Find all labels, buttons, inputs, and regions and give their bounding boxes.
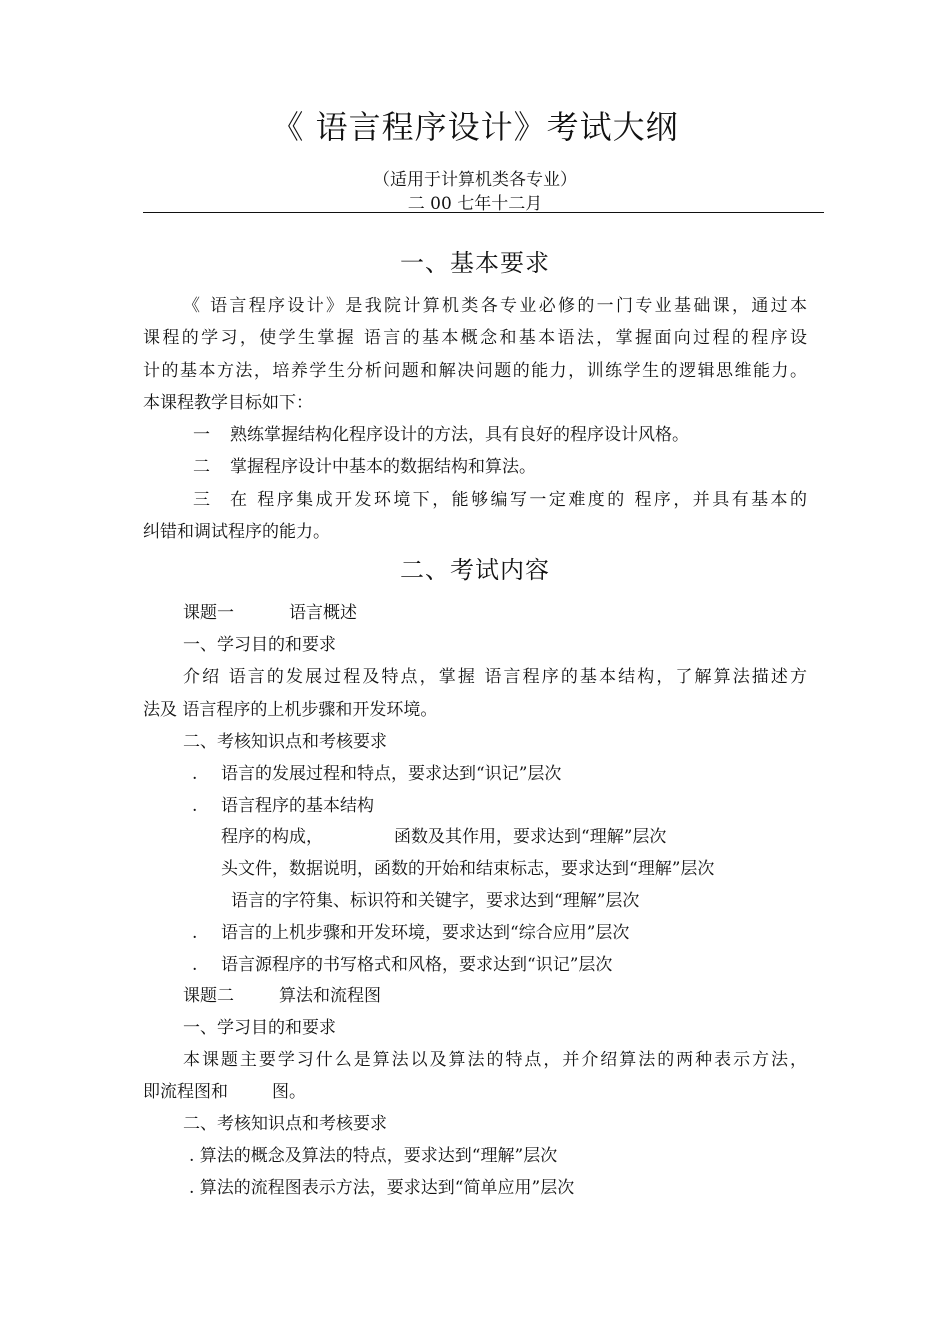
goal-text: 在 程序集成开发环境下，能够编写一定难度的 程序，并具有基本的 — [230, 490, 807, 510]
section-heading-exam-content: 二、考试内容 — [400, 556, 550, 584]
list-item: 语言的上机步骤和开发环境，要求达到“综合应用”层次 — [221, 923, 630, 943]
goal-text: 掌握程序设计中基本的数据结构和算法。 — [230, 457, 536, 477]
section-heading-basic-requirements: 一、基本要求 — [400, 249, 550, 277]
goal-number: 三 — [193, 490, 210, 510]
sub-item: 语言的字符集、标识符和关键字，要求达到“理解”层次 — [231, 891, 640, 911]
goal-text-continued: 纠错和调试程序的能力。 — [143, 522, 330, 542]
header-rule — [143, 212, 824, 213]
topic-name: 语言概述 — [289, 603, 357, 623]
goal-text: 熟练掌握结构化程序设计的方法，具有良好的程序设计风格。 — [230, 425, 689, 445]
document-subtitle: （适用于计算机类各专业） — [373, 170, 577, 190]
intro-line: 法及 语言程序的上机步骤和开发环境。 — [143, 700, 438, 720]
sub-item: 程序的构成， — [221, 827, 323, 847]
goal-number: 二 — [193, 457, 210, 477]
list-item: . 算法的流程图表示方法，要求达到“简单应用”层次 — [189, 1178, 575, 1198]
subheading-assessment: 二、考核知识点和考核要求 — [183, 732, 387, 752]
document-date: 二 00 七年十二月 — [407, 194, 543, 214]
topic-label: 课题二 — [183, 986, 234, 1006]
para-line: 本课程教学目标如下： — [143, 393, 313, 413]
list-bullet: . — [192, 764, 198, 784]
subheading-objectives: 一、学习目的和要求 — [183, 635, 336, 655]
intro-line: 图。 — [272, 1082, 306, 1102]
sub-item: 头文件，数据说明，函数的开始和结束标志，要求达到“理解”层次 — [221, 859, 715, 879]
para-line: 计的基本方法，培养学生分析问题和解决问题的能力，训练学生的逻辑思维能力。 — [143, 361, 807, 381]
list-bullet: . — [192, 796, 198, 816]
list-bullet: . — [192, 923, 198, 943]
intro-line: 即流程图和 — [143, 1082, 228, 1102]
para-line: 《 语言程序设计》是我院计算机类各专业必修的一门专业基础课，通过本 — [183, 296, 807, 316]
list-bullet: . — [192, 955, 198, 975]
para-line: 课程的学习，使学生掌握 语言的基本概念和基本语法，掌握面向过程的程序设 — [143, 328, 807, 348]
list-item: 语言的发展过程和特点，要求达到“识记”层次 — [221, 764, 562, 784]
goal-number: 一 — [193, 425, 210, 445]
subheading-objectives: 一、学习目的和要求 — [183, 1018, 336, 1038]
list-item: 语言程序的基本结构 — [221, 796, 374, 816]
list-item: 语言源程序的书写格式和风格，要求达到“识记”层次 — [221, 955, 613, 975]
list-item: . 算法的概念及算法的特点，要求达到“理解”层次 — [189, 1146, 558, 1166]
subheading-assessment: 二、考核知识点和考核要求 — [183, 1114, 387, 1134]
document-title: 《 语言程序设计》考试大纲 — [271, 108, 679, 146]
sub-item: 函数及其作用，要求达到“理解”层次 — [394, 827, 667, 847]
topic-name: 算法和流程图 — [279, 986, 381, 1006]
intro-line: 介绍 语言的发展过程及特点，掌握 语言程序的基本结构，了解算法描述方 — [183, 667, 807, 687]
intro-line: 本课题主要学习什么是算法以及算法的特点，并介绍算法的两种表示方法， — [183, 1050, 807, 1070]
topic-label: 课题一 — [183, 603, 234, 623]
